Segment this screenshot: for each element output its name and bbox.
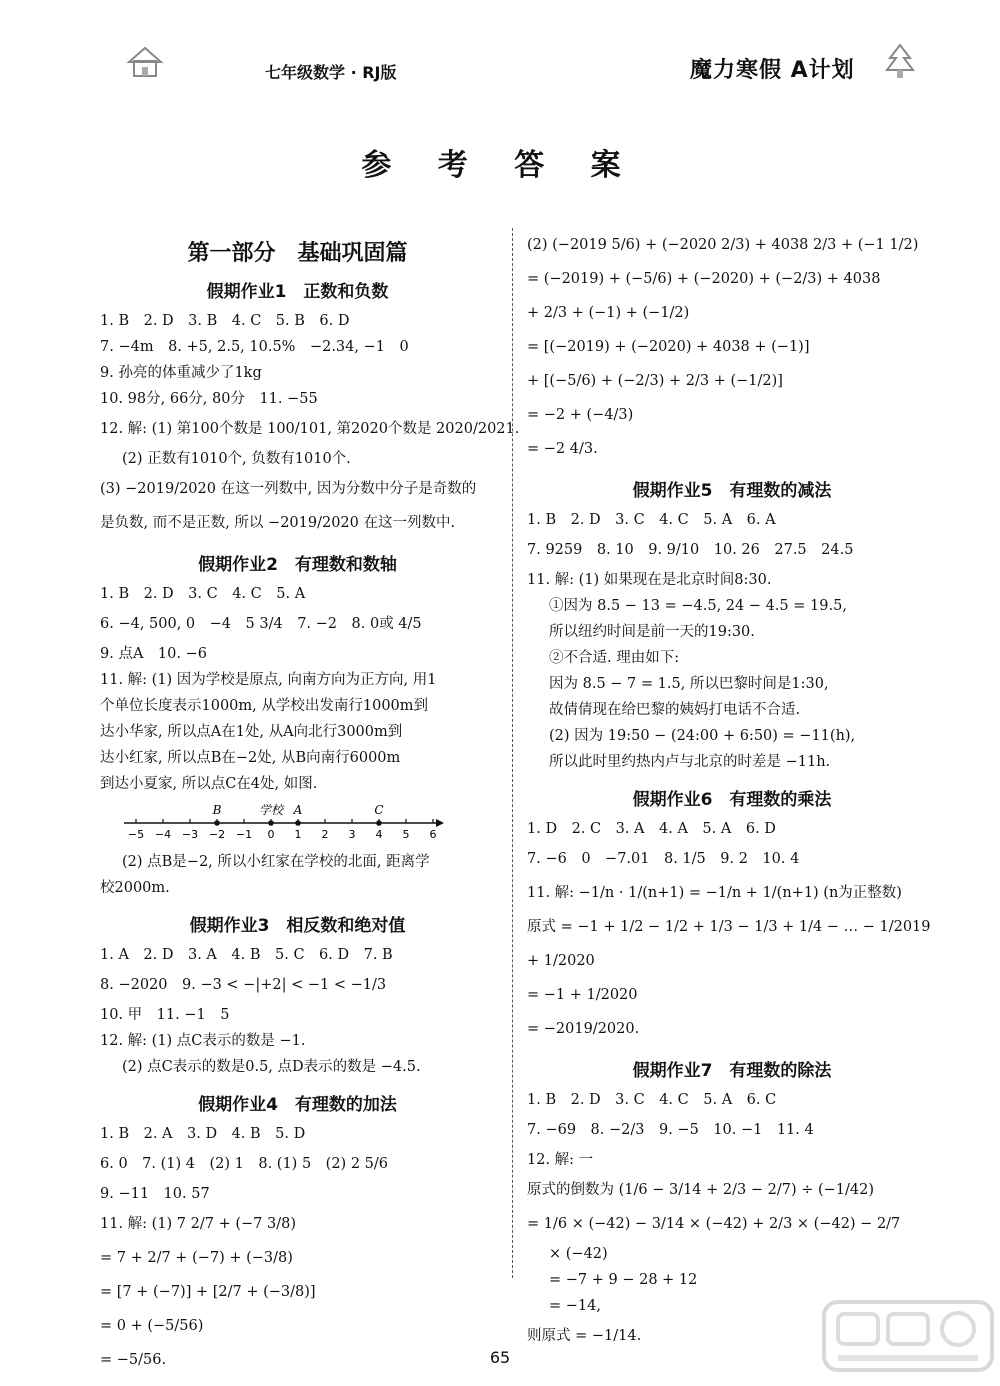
answer-line: 1. D 2. C 3. A 4. A 5. A 6. D [527, 821, 776, 837]
section-title: 假期作业3 相反数和绝对值 [189, 916, 406, 936]
number-line-diagram [114, 799, 444, 845]
house-logo-icon [125, 42, 165, 82]
answer-line: 8. −2020 9. −3 < −|+2| < −1 < −1/3 [100, 977, 387, 993]
answer-line: 7. −6 0 −7.01 8. 1/5 9. 2 10. 4 [527, 851, 800, 867]
column-divider [512, 228, 513, 1278]
answer-line: 7. −4m 8. +5, 2.5, 10.5% −2.34, −1 0 [100, 339, 409, 355]
answer-line: 9. 孙亮的体重减少了1kg [100, 365, 262, 381]
answer-line: = 0 + (−5/56) [100, 1318, 204, 1334]
answer-line: 1. B 2. D 3. C 4. C 5. A [100, 586, 306, 602]
answer-line: 故倩倩现在给巴黎的姨妈打电话不合适. [549, 702, 801, 718]
answer-line: 到达小夏家, 所以点C在4处, 如图. [100, 776, 318, 792]
number-line-tick-label: −3 [181, 828, 199, 841]
number-line-tick-label: 5 [402, 828, 410, 841]
answer-line: 11. 解: (1) 7 2/7 + (−7 3/8) [100, 1216, 296, 1232]
answer-line: 1. B 2. A 3. D 4. B 5. D [100, 1126, 306, 1142]
page-number: 65 [489, 1348, 511, 1367]
number-line-tick-label: 4 [375, 828, 383, 841]
answer-line: 1. A 2. D 3. A 4. B 5. C 6. D 7. B [100, 947, 393, 963]
number-line-tick-label: 2 [321, 828, 329, 841]
number-line-point-label: 学校 [258, 803, 284, 817]
answer-line: 12. 解: 一 [527, 1152, 594, 1168]
answer-line: 所以此时里约热内卢与北京的时差是 −11h. [549, 754, 831, 770]
number-line-tick-label: 6 [429, 828, 437, 841]
answer-line: 7. 9259 8. 10 9. 9/10 10. 26 27.5 24.5 [527, 542, 854, 558]
number-line-tick-label: −2 [208, 828, 226, 841]
answer-line: = −14, [549, 1298, 601, 1314]
answer-line: (2) 正数有1010个, 负数有1010个. [122, 451, 351, 467]
answer-line: 10. 甲 11. −1 5 [100, 1007, 230, 1023]
answer-line: (2) (−2019 5/6) + (−2020 2/3) + 4038 2/3 + (−1 1/2) [527, 237, 919, 253]
number-line-tick-label: 0 [267, 828, 275, 841]
answer-line: = −2 4/3. [527, 441, 598, 457]
number-line-point [268, 820, 274, 826]
answer-line: ①因为 8.5 − 13 = −4.5, 24 − 4.5 = 19.5, [549, 598, 847, 614]
answer-line: (2) 因为 19:50 − (24:00 + 6:50) = −11(h), [549, 728, 856, 744]
section-title: 假期作业5 有理数的减法 [632, 481, 832, 501]
answer-line: = [7 + (−7)] + [2/7 + (−3/8)] [100, 1284, 316, 1300]
left-column [100, 228, 520, 1377]
number-line-tick-label: −5 [127, 828, 145, 841]
number-line-point-label: C [374, 803, 384, 817]
answer-line: = −1 + 1/2020 [527, 987, 638, 1003]
answer-line: = 1/6 × (−42) − 3/14 × (−42) + 2/3 × (−42) − 2/7 [527, 1216, 901, 1232]
section-title: 假期作业4 有理数的加法 [198, 1095, 397, 1115]
number-line-tick-label: 3 [348, 828, 356, 841]
answer-line: × (−42) [549, 1246, 608, 1262]
answer-line: = −2 + (−4/3) [527, 407, 634, 423]
answer-line: 10. 98分, 66分, 80分 11. −55 [100, 391, 318, 407]
answer-line: 达小红家, 所以点B在−2处, 从B向南行6000m [100, 750, 401, 766]
answer-line: 1. B 2. D 3. C 4. C 5. A 6. C [527, 1092, 777, 1108]
answer-line: + 2/3 + (−1) + (−1/2) [527, 305, 690, 321]
answer-line: (2) 点B是−2, 所以小红家在学校的北面, 距离学 [122, 854, 430, 870]
answer-line: 个单位长度表示1000m, 从学校出发南行1000m到 [100, 698, 429, 714]
page-title: 参 考 答 案 [361, 148, 639, 183]
answer-line: 所以纽约时间是前一天的19:30. [549, 624, 755, 640]
watermark-stamp-icon [818, 1296, 998, 1376]
answer-line: = [(−2019) + (−2020) + 4038 + (−1)] [527, 339, 810, 355]
number-line-tick-label: 1 [294, 828, 302, 841]
answer-line: + [(−5/6) + (−2/3) + 2/3 + (−1/2)] [527, 373, 783, 389]
answer-line: 7. −69 8. −2/3 9. −5 10. −1 11. 4 [527, 1122, 814, 1138]
section-title: 假期作业2 有理数和数轴 [198, 555, 397, 575]
number-line-point-label: A [293, 803, 303, 817]
answer-line: (2) 点C表示的数是0.5, 点D表示的数是 −4.5. [122, 1059, 421, 1075]
answer-line: (3) −2019/2020 在这一列数中, 因为分数中分子是奇数的 [100, 481, 477, 497]
number-line-point [376, 820, 382, 826]
answer-line: = 7 + 2/7 + (−7) + (−3/8) [100, 1250, 293, 1266]
section-title: 假期作业1 正数和负数 [206, 282, 389, 302]
answer-line: 因为 8.5 − 7 = 1.5, 所以巴黎时间是1:30, [549, 676, 829, 692]
answer-line: 11. 解: (1) 如果现在是北京时间8:30. [527, 572, 772, 588]
answer-line: + 1/2020 [527, 953, 595, 969]
answer-line: 是负数, 而不是正数, 所以 −2019/2020 在这一列数中. [100, 515, 456, 531]
answer-line: 校2000m. [100, 880, 170, 896]
section-title: 假期作业7 有理数的除法 [632, 1061, 832, 1081]
answer-line: 9. 点A 10. −6 [100, 646, 207, 662]
answer-line: 1. B 2. D 3. B 4. C 5. B 6. D [100, 313, 350, 329]
answer-line: 则原式 = −1/14. [527, 1328, 642, 1344]
answer-line: 原式 = −1 + 1/2 − 1/2 + 1/3 − 1/3 + 1/4 − … − 1/2019 [527, 919, 931, 935]
answer-line: = −5/56. [100, 1352, 167, 1368]
book-title: 七年级数学 · RJ版 [265, 63, 397, 82]
number-line-point [214, 820, 220, 826]
answer-line: ②不合适. 理由如下: [549, 650, 680, 666]
tree-logo-icon [880, 42, 920, 82]
answer-line: 6. −4, 500, 0 −4 5 3/4 7. −2 8. 0或 4/5 [100, 616, 422, 632]
answer-line: 原式的倒数为 (1/6 − 3/14 + 2/3 − 2/7) ÷ (−1/42) [527, 1182, 874, 1198]
answer-line: 12. 解: (1) 第100个数是 100/101, 第2020个数是 2020/2021. [100, 421, 520, 437]
answer-line: 1. B 2. D 3. C 4. C 5. A 6. A [527, 512, 776, 528]
brand-title: 魔力寒假 A计划 [690, 58, 855, 83]
right-column [527, 228, 937, 1353]
answer-line: = −2019/2020. [527, 1021, 640, 1037]
number-line-tick-label: −4 [154, 828, 172, 841]
answer-line: 6. 0 7. (1) 4 (2) 1 8. (1) 5 (2) 2 5/6 [100, 1156, 388, 1172]
number-line-point [295, 820, 301, 826]
number-line-tick-label: −1 [235, 828, 253, 841]
answer-line: 达小华家, 所以点A在1处, 从A向北行3000m到 [100, 724, 403, 740]
section-title: 假期作业6 有理数的乘法 [632, 790, 832, 810]
answer-line: 12. 解: (1) 点C表示的数是 −1. [100, 1033, 306, 1049]
answer-line: = (−2019) + (−5/6) + (−2020) + (−2/3) + 4038 [527, 271, 881, 287]
answer-line: 11. 解: (1) 因为学校是原点, 向南方向为正方向, 用1 [100, 672, 437, 688]
answer-line: 11. 解: −1/n · 1/(n+1) = −1/n + 1/(n+1) (n为正整数) [527, 885, 902, 901]
number-line-point-label: B [212, 803, 222, 817]
part-title: 第一部分 基础巩固篇 [187, 241, 408, 266]
answer-line: = −7 + 9 − 28 + 12 [549, 1272, 698, 1288]
answer-line: 9. −11 10. 57 [100, 1186, 210, 1202]
